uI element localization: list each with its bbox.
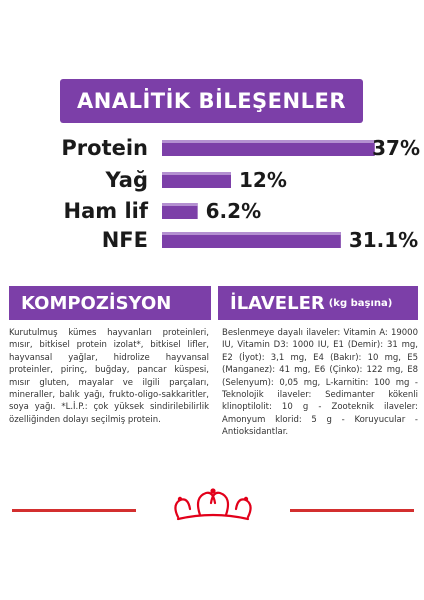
additives-banner — [218, 286, 418, 320]
royal-canin-crown-icon — [142, 487, 284, 527]
additives-title: İLAVELER — [230, 292, 325, 314]
footer-rule-right — [290, 509, 414, 512]
chart-title: ANALİTİK BİLEŞENLER — [77, 89, 346, 113]
bar-value-label: 12% — [239, 168, 287, 192]
bar-value-label: 37% — [372, 136, 420, 160]
bar-highlight — [162, 203, 198, 206]
bar-category-label: Ham lif — [63, 199, 148, 223]
bar-category-label: NFE — [101, 228, 148, 252]
bar-value-label: 6.2% — [205, 199, 262, 223]
footer-rule-left — [12, 509, 136, 512]
bar-highlight — [162, 232, 341, 235]
bar-highlight — [162, 140, 375, 143]
bar-category-label: Yağ — [105, 168, 148, 192]
bar-value-label: 31.1% — [348, 228, 419, 252]
composition-title: KOMPOZİSYON — [21, 292, 172, 314]
composition-text: Kurutulmuş kümes hayvanları proteinleri, mısır, bitkisel protein izolat*, bitkisel lifler, hayvansal yağlar, hidrolize hayvansal proteinler, pirinç, buğday, pancar küspesi, mısır gluten, mayalar ve ilgili parçaları, mineraller, balık yağı, frukto-oligo-sakkaritler, soya yağı. *L.İ.P.: çok yüksek sindirilebilirlik özelliğinden dolayı seçilmiş protein. — [9, 328, 209, 425]
chart-header-banner — [60, 79, 363, 123]
analytical-bar-chart — [0, 130, 424, 260]
bar-highlight — [162, 172, 231, 175]
composition-banner — [9, 286, 211, 320]
bar-category-label: Protein — [61, 136, 148, 160]
additives-text: Beslenmeye dayalı ilaveler: Vitamin A: 19000 IU, Vitamin D3: 1000 IU, E1 (Demir): 31 mg, E2 (İyot): 3,1 mg, E4 (Bakır): 10 mg, E5 (Manganez): 41 mg, E6 (Çinko): 122 mg, E8 (Selenyum): 0,05 mg, L-karnitin: 100 mg - Teknolojik ilaveler: Sedimanter kökenli klinoptilolit: 10 g - Zooteknik ilaveler: Amonyum klorid: 5 g - Koruyucular - Antioksidantlar. — [222, 328, 418, 438]
additives-subtitle: (kg başına) — [328, 297, 393, 309]
